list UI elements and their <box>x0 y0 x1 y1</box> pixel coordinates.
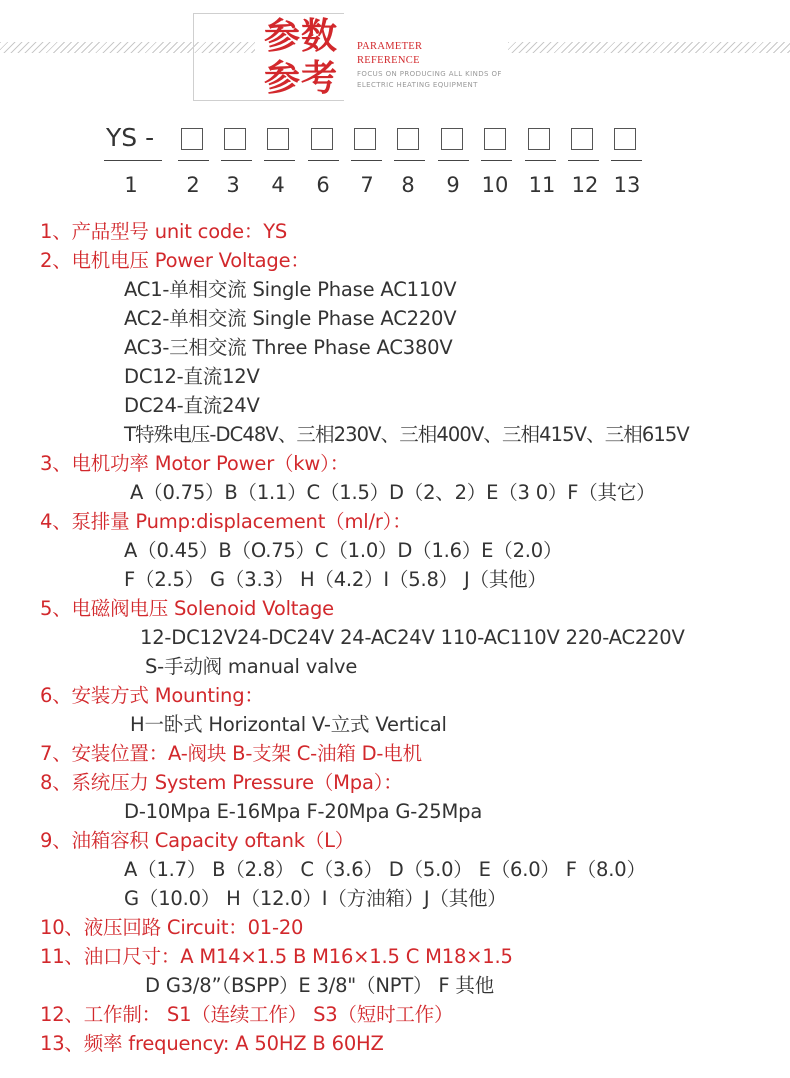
spec-heading-frequency: 13、频率 frequency: A 50HZ B 60HZ <box>40 1032 384 1055</box>
section-title-en <box>357 40 422 68</box>
code-box-7 <box>354 128 376 150</box>
code-box-3 <box>224 128 246 150</box>
code-underline <box>264 160 295 161</box>
spec-item-voltage-ac2: AC2-单相交流 Single Phase AC220V <box>124 307 457 330</box>
code-box-8 <box>397 128 419 150</box>
section-title-cn <box>264 16 354 100</box>
code-number: 1 <box>124 173 138 197</box>
spec-heading-circuit: 10、液压回路 Circuit：01-20 <box>40 916 304 939</box>
section-subtitle <box>357 69 502 91</box>
code-box-2 <box>181 128 203 150</box>
spec-heading-position: 7、安装位置：A-阀块 B-支架 C-油箱 D-电机 <box>40 742 422 765</box>
spec-heading-pump: 4、泵排量 Pump:displacement（ml/r）： <box>40 510 412 533</box>
code-number: 10 <box>481 173 509 197</box>
code-box-10 <box>484 128 506 150</box>
code-number: 7 <box>360 173 374 197</box>
code-number: 9 <box>446 173 460 197</box>
title-cn-line-1: 参数 <box>264 16 339 57</box>
spec-heading-voltage: 2、电机电压 Power Voltage： <box>40 249 310 272</box>
spec-heading-duty: 12、工作制： S1（连续工作） S3（短时工作） <box>40 1003 454 1026</box>
subtitle-line-1: FOCUS ON PRODUCING ALL KINDS OF <box>357 70 502 78</box>
spec-item-port-size: D G3/8”（BSPP）E 3/8"（NPT） F 其他 <box>145 974 494 997</box>
code-underline <box>568 160 599 161</box>
spec-item-pump-1: A（0.45）B（O.75）C（1.0）D（1.6）E（2.0） <box>124 539 563 562</box>
code-number: 2 <box>186 173 200 197</box>
code-number: 3 <box>226 173 240 197</box>
code-prefix: YS - <box>106 123 155 152</box>
code-number: 13 <box>613 173 641 197</box>
spec-heading-motor-power: 3、电机功率 Motor Power（kw）： <box>40 452 349 475</box>
spec-item-capacity-2: G（10.0） H（12.0）I（方油箱）J（其他） <box>124 887 507 910</box>
spec-item-capacity-1: A（1.7） B（2.8） C（3.6） D（5.0） E（6.0） F（8.0） <box>124 858 646 881</box>
code-number: 4 <box>271 173 285 197</box>
title-en-line-1: PARAMETER <box>357 41 423 52</box>
code-box-9 <box>441 128 463 150</box>
code-underline-prefix <box>104 160 162 161</box>
spec-heading-unit-code: 1、产品型号 unit code：YS <box>40 220 288 243</box>
spec-item-voltage-special: T特殊电压-DC48V、三相230V、三相400V、三相415V、三相615V <box>124 423 689 446</box>
code-number: 11 <box>528 173 556 197</box>
subtitle-line-2: ELECTRIC HEATING EQUIPMENT <box>357 81 478 89</box>
spec-item-mounting: H一卧式 Horizontal V-立式 Vertical <box>130 713 447 736</box>
code-underline <box>394 160 425 161</box>
spec-heading-port-size: 11、油口尺寸：A M14×1.5 B M16×1.5 C M18×1.5 <box>40 945 513 968</box>
spec-item-voltage-dc12: DC12-直流12V <box>124 365 260 388</box>
spec-heading-mounting: 6、安装方式 Mounting： <box>40 684 264 707</box>
decorative-hatch-right <box>508 42 790 53</box>
spec-heading-pressure: 8、系统压力 System Pressure（Mpa）： <box>40 771 403 794</box>
code-underline <box>221 160 252 161</box>
code-box-13 <box>614 128 636 150</box>
code-underline <box>481 160 512 161</box>
spec-item-voltage-ac1: AC1-单相交流 Single Phase AC110V <box>124 278 457 301</box>
code-number: 6 <box>316 173 330 197</box>
spec-item-solenoid: 12-DC12V24-DC24V 24-AC24V 110-AC110V 220-AC220V <box>140 626 685 649</box>
code-underline <box>525 160 556 161</box>
spec-heading-solenoid: 5、电磁阀电压 Solenoid Voltage <box>40 597 334 620</box>
code-box-12 <box>571 128 593 150</box>
title-en-line-2: REFERENCE <box>357 55 420 66</box>
title-cn-line-2: 参考 <box>264 58 339 99</box>
code-number: 8 <box>401 173 415 197</box>
code-number: 12 <box>571 173 599 197</box>
spec-item-pump-2: F（2.5） G（3.3） H（4.2）I（5.8） J（其他） <box>124 568 547 591</box>
spec-item-voltage-ac3: AC3-三相交流 Three Phase AC380V <box>124 336 453 359</box>
code-underline <box>308 160 339 161</box>
spec-item-voltage-dc24: DC24-直流24V <box>124 394 260 417</box>
code-underline <box>438 160 469 161</box>
code-underline <box>351 160 382 161</box>
code-underline <box>611 160 642 161</box>
code-underline <box>178 160 209 161</box>
spec-item-motor-power: A（0.75）B（1.1）C（1.5）D（2、2）E（3 0）F（其它） <box>130 481 656 504</box>
code-box-4 <box>267 128 289 150</box>
code-box-11 <box>528 128 550 150</box>
spec-item-pressure: D-10Mpa E-16Mpa F-20Mpa G-25Mpa <box>124 800 483 823</box>
spec-heading-capacity: 9、油箱容积 Capacity oftank（L） <box>40 829 355 852</box>
code-box-6 <box>311 128 333 150</box>
spec-item-solenoid-manual: S-手动阀 manual valve <box>145 655 358 678</box>
